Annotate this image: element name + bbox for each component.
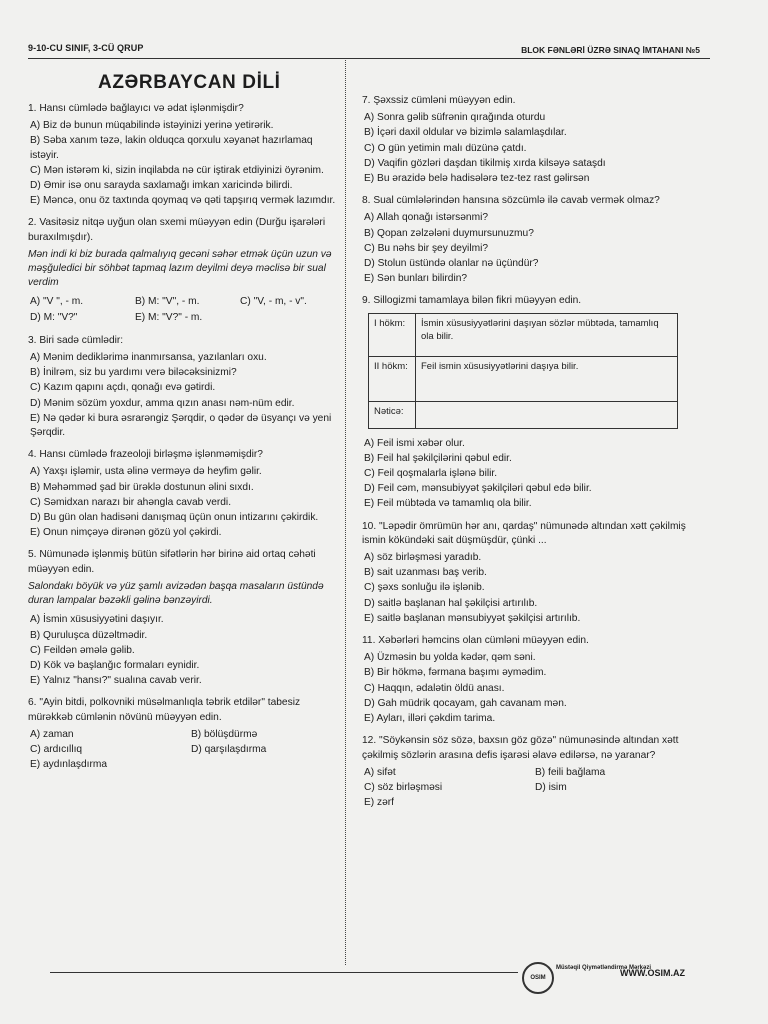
question-text: 3. Biri sadə cümlədir: [28,334,124,346]
option-e[interactable]: E) Yalnız "hansı?" sualına cavab verir. [30,675,202,687]
question-text: 2. Vasitəsiz nitqə uyğun olan sxemi müəyyən edin (Durğu işarələri buraxılmışdır). [28,217,326,243]
table-row [369,356,678,401]
option-e[interactable]: E) Nə qədər ki bura əsrarəngiz Şərqdir, o qədər də üsyançı və yeni Şərqdir. [30,412,332,439]
option-b[interactable]: B) Məhəmməd şad bir ürəklə dostunun əlini sıxdı. [30,481,254,493]
option-c[interactable]: C) Səmidxan narazı bir ahəngla cavab verdi. [30,496,232,508]
option-c[interactable]: C) Kazım qapını açdı, qonağı evə gətirdi. [30,382,216,394]
option-c[interactable]: C) söz birləşməsi [364,781,443,793]
option-b[interactable]: B) Səba xanım təzə, lakin olduqca qorxulu xəyanət hazırlamaq istəyir. [30,135,313,161]
option-e[interactable]: E) Məncə, onu öz taxtında qoymaq və qəti tapşırıq vermək lazımdır. [30,195,336,207]
table-key: I hökm: [369,313,416,356]
question-5 [28,548,340,688]
question-text: 5. Nümunədə işlənmiş bütün sifətlərin hər birinə aid ortaq cəhəti müəyyən edin. [28,549,316,575]
question-text: 4. Hansı cümlədə frazeoloji birləşmə işlənməmişdir? [28,449,263,461]
question-6 [28,696,340,773]
question-4 [28,448,340,540]
option-a[interactable]: A) Sonra gəlib süfrənin qırağında oturdu [364,112,546,124]
subject-title: AZƏRBAYCAN DİLİ [98,72,281,93]
table-row [369,313,678,356]
option-a[interactable]: A) "V ", - m. [30,296,84,308]
exam-title: BLOK FƏNLƏRİ ÜZRƏ SINAQ İMTAHANI №5 [521,45,700,55]
option-e[interactable]: E) M: "V?" - m. [135,311,203,323]
option-e[interactable]: E) Bu ərazidə belə hadisələrə tez-tez rast gəlirsən [364,173,590,185]
question-text: 10. "Ləpədir ömrümün hər anı, qardaş" nümunədə altından xətt çəkilmiş ismin kökündəki sait düşmüşdür, çünki ... [362,520,686,546]
option-d[interactable]: D) M: "V?" [30,311,78,323]
question-text: 7. Şəxssiz cümləni müəyyən edin. [362,95,516,106]
option-e[interactable]: E) Feil mübtəda və tamamlıq ola bilir. [364,498,532,510]
right-column [362,94,694,819]
question-text: 6. "Ayin bitdi, polkovniki müsəlmanlıqla təbrik etdilər" tabesiz mürəkkəb cümlənin növünü müəyyən edin. [28,697,301,723]
table-key: II hökm: [369,356,416,401]
left-column [28,72,340,781]
bottom-rule [50,972,518,973]
option-d[interactable]: D) Stolun üstündə olanlar nə üçündür? [364,258,539,270]
options-grid [362,766,694,812]
website-link[interactable]: WWW.OSIM.AZ [620,968,685,978]
syllogism-table [368,313,678,429]
option-a[interactable]: A) Feil ismi xəbər olur. [364,437,465,449]
option-a[interactable]: A) sifət [364,766,396,778]
option-c[interactable]: C) "V, - m, - v". [240,296,307,308]
option-c[interactable]: C) Mən istərəm ki, sizin inqilabda nə cür iştirak etdiyinizi öyrənim. [30,164,324,176]
option-c[interactable]: C) O gün yetimin malı düzünə çatdı. [364,142,527,154]
option-a[interactable]: A) Üzməsin bu yolda kədər, qəm səni. [364,652,536,664]
org-name: Müstəqil Qiymətləndirmə Mərkəzi [556,965,652,971]
option-a[interactable]: A) Allah qonağı istərsənmi? [364,212,489,224]
question-11 [362,634,694,726]
option-c[interactable]: C) ardıcıllıq [30,743,83,755]
option-a[interactable]: A) Mənim dediklərimə inanmırsansa, yazılanları oxu. [30,352,267,364]
option-d[interactable]: D) Kök və başlanğıc formaları eynidir. [30,659,200,671]
question-text: 11. Xəbərləri həmcins olan cümləni müəyyən edin. [362,635,589,647]
question-10 [362,520,694,626]
option-d[interactable]: D) Bu gün olan hadisəni danışmaq üçün onun intizarını çəkirdik. [30,512,319,524]
option-e[interactable]: E) Sən bunları bilirdin? [364,273,468,285]
option-b[interactable]: B) Quruluşca düzəltmədir. [30,629,148,641]
option-b[interactable]: B) İnilrəm, siz bu yardımı verə biləcəksinizmi? [30,367,237,379]
question-3 [28,334,340,440]
question-1 [28,102,340,208]
option-d[interactable]: D) Mənim sözüm yoxdur, amma qızın anası nəm-nüm edir. [30,397,295,409]
question-12 [362,734,694,811]
column-divider [345,60,346,965]
logo-text: OSIM [530,975,546,981]
option-d[interactable]: D) isim [535,781,567,793]
option-c[interactable]: C) Feil qoşmalarla işlənə bilir. [364,468,498,480]
question-7 [362,94,694,186]
option-c[interactable]: C) şəxs sonluğu ilə işlənib. [364,582,485,594]
option-b[interactable]: B) M: "V", - m. [135,296,200,308]
question-text: 12. "Söykənsin söz sözə, baxsın göz gözə" nümunəsində altından xətt çəkilmiş sözlərin arasına defis işarəsi əlavə edilərsə, nə yaranar? [362,735,679,761]
option-b[interactable]: B) bölüşdürmə [191,728,258,740]
option-d[interactable]: D) Gah müdrik qocayam, gah cavanam mən. [364,697,567,709]
option-b[interactable]: B) İçəri daxil oldular və bizimlə salamlaşdılar. [364,127,567,139]
osim-logo-icon [522,962,554,994]
question-stem: Mən indi ki biz burada qalmalıyıq gecəni səhər etmək üçün uzun və məşğuledici bir söhbət tapmaq lazım deyilmi deyə məclisə bir sual verdim [28,248,332,289]
question-text: 1. Hansı cümlədə bağlayıcı və ədat işlənmişdir? [28,103,244,114]
option-a[interactable]: A) zaman [30,728,74,740]
table-row [369,401,678,428]
option-e[interactable]: E) Ayları, illəri çəkdim tarima. [364,713,496,725]
table-value: Feil ismin xüsusiyyətlərini daşıya bilir. [416,356,678,401]
option-d[interactable]: D) Əmir isə onu sarayda saxlamağı imkan xaricində bilirdi. [30,180,293,192]
option-b[interactable]: B) feili bağlama [535,766,606,778]
option-c[interactable]: C) Feildən əmələ gəlib. [30,644,135,656]
question-stem: Salondakı böyük və yüz şamlı avizədən başqa masaların üstündə duran lampalar bəzəkli gəlinə bənzəyirdi. [28,580,324,607]
option-b[interactable]: B) Qopan zəlzələni duymursunuzmu? [364,227,534,239]
option-d[interactable]: D) saitlə başlanan hal şəkilçisi artırılıb. [364,597,538,609]
option-e[interactable]: E) zərf [364,797,395,809]
question-text: 8. Sual cümlələrindən hansına sözcümlə ilə cavab vermək olmaz? [362,195,660,207]
option-d[interactable]: D) qarşılaşdırma [191,743,267,755]
option-e[interactable]: E) saitlə başlanan mənsubiyyət şəkilçisi artırılıb. [364,612,581,624]
option-b[interactable]: B) Bir hökmə, fərmana başımı əymədim. [364,667,547,679]
top-rule [28,58,710,59]
option-a[interactable]: A) söz birləşməsi yaradıb. [364,552,482,564]
options-grid [28,728,340,774]
question-2 [28,216,340,325]
question-9 [362,294,694,511]
option-b[interactable]: B) sait uzanması baş verib. [364,567,487,579]
table-value [416,401,678,428]
option-d[interactable]: D) Vaqifin gözləri daşdan tikilmiş xırda kilsəyə sataşdı [364,157,606,169]
question-text: 9. Sillogizmi tamamlaya bilən fikri müəyyən edin. [362,295,582,307]
table-value: İsmin xüsusiyyətlərini daşıyan sözlər mübtəda, tamamlıq ola bilir. [416,313,678,356]
option-d[interactable]: D) Feil cəm, mənsubiyyət şəkilçiləri qəbul edə bilir. [364,483,592,495]
option-c[interactable]: C) Bu nəhs bir şey deyilmi? [364,242,488,254]
table-key: Nəticə: [369,401,416,428]
option-a[interactable]: A) Yaxşı işləmir, usta əlinə verməyə də heyfim gəlir. [30,466,262,478]
option-e[interactable]: E) aydınlaşdırma [30,759,108,771]
option-a[interactable]: A) Biz də bunun müqabilində istəyinizi yerinə yetirərik. [30,120,274,132]
question-8 [362,194,694,286]
option-a[interactable]: A) İsmin xüsusiyyətini daşıyır. [30,614,164,626]
option-b[interactable]: B) Feil hal şəkilçilərini qəbul edir. [364,452,512,464]
grade-label: 9-10-CU SINIF, 3-CÜ QRUP [28,43,144,53]
options-grid [28,295,340,325]
option-c[interactable]: C) Haqqın, ədalətin öldü anası. [364,682,505,694]
option-e[interactable]: E) Onun nimçəyə dirənən gözü yol çəkirdi. [30,527,222,539]
